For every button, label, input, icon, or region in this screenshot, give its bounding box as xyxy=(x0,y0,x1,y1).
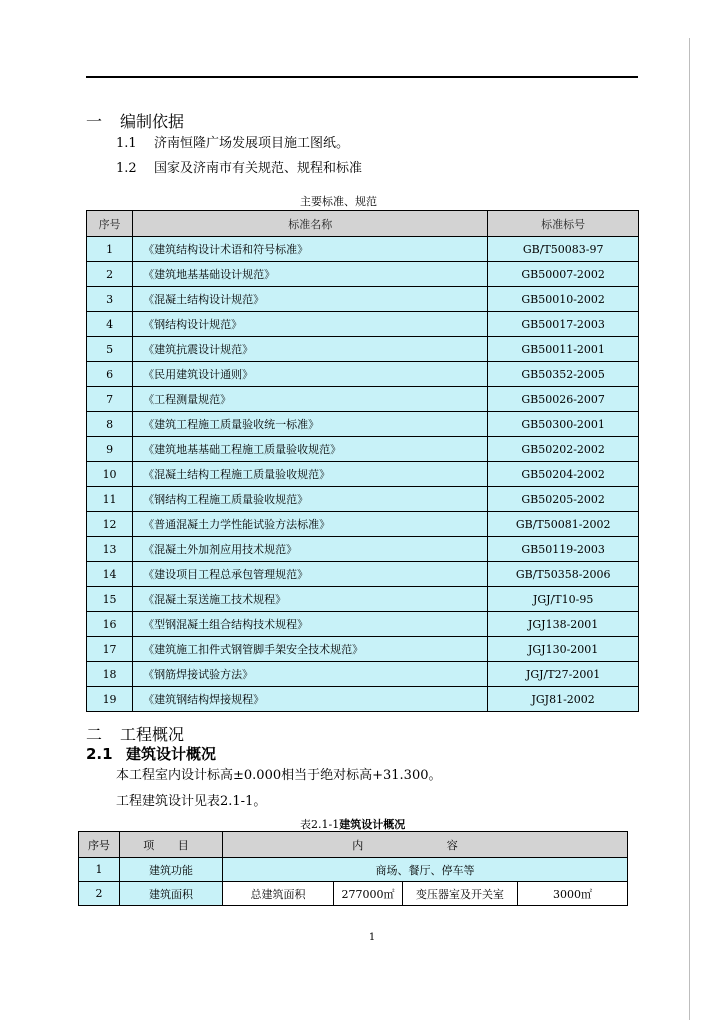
arch-header-no: 序号 xyxy=(79,832,120,858)
standards-table-row xyxy=(87,462,639,487)
section-2-1-number: 2.1 xyxy=(86,745,113,763)
row-name: 《建筑抗震设计规范》 xyxy=(133,337,488,362)
row-no: 15 xyxy=(87,587,133,612)
row-name: 《型钢混凝土组合结构技术规程》 xyxy=(133,612,488,637)
section-2-1-heading xyxy=(86,743,216,764)
row-code: JGJ138-2001 xyxy=(488,612,639,637)
row-code: JGJ/T10-95 xyxy=(488,587,639,612)
row-code: GB50204-2002 xyxy=(488,462,639,487)
row-code: GB50010-2002 xyxy=(488,287,639,312)
standards-table-row xyxy=(87,612,639,637)
section-2-1-title: 建筑设计概况 xyxy=(126,745,217,763)
standards-table-caption: 主要标准、规范 xyxy=(300,195,377,208)
row-code: GB/T50358-2006 xyxy=(488,562,639,587)
row-code: GB50119-2003 xyxy=(488,537,639,562)
arch-row-2-label-total: 总建筑面积 xyxy=(223,882,334,906)
row-name: 《建筑地基基础设计规范》 xyxy=(133,262,488,287)
standards-table-row xyxy=(87,587,639,612)
standards-table-row xyxy=(87,562,639,587)
standards-table-row xyxy=(87,662,639,687)
item-1-2 xyxy=(116,157,362,176)
row-name: 《工程测量规范》 xyxy=(133,387,488,412)
row-name: 《钢结构设计规范》 xyxy=(133,312,488,337)
row-no: 7 xyxy=(87,387,133,412)
item-1-1-number: 1.1 xyxy=(116,136,137,151)
row-no: 19 xyxy=(87,687,133,712)
standards-table-header xyxy=(87,211,639,237)
row-name: 《混凝土泵送施工技术规程》 xyxy=(133,587,488,612)
arch-row-2-no: 2 xyxy=(79,882,120,906)
row-code: GB50007-2002 xyxy=(488,262,639,287)
row-name: 《建筑钢结构焊接规程》 xyxy=(133,687,488,712)
row-code: GB50026-2007 xyxy=(488,387,639,412)
row-no: 11 xyxy=(87,487,133,512)
row-no: 16 xyxy=(87,612,133,637)
row-name: 《建筑地基基础工程施工质量验收规范》 xyxy=(133,437,488,462)
row-code: JGJ130-2001 xyxy=(488,637,639,662)
item-1-2-text: 国家及济南市有关规范、规程和标准 xyxy=(154,161,363,176)
row-no: 17 xyxy=(87,637,133,662)
arch-row-1-content: 商场、餐厅、停车等 xyxy=(223,858,628,882)
header-no: 序号 xyxy=(87,211,133,237)
row-name: 《混凝土外加剂应用技术规范》 xyxy=(133,537,488,562)
standards-table-row xyxy=(87,287,639,312)
arch-table-row-2 xyxy=(79,882,628,906)
row-name: 《建筑工程施工质量验收统一标准》 xyxy=(133,412,488,437)
section-1-title: 编制依据 xyxy=(120,112,185,131)
row-code: GB50300-2001 xyxy=(488,412,639,437)
arch-row-1-no: 1 xyxy=(79,858,120,882)
standards-table-row xyxy=(87,537,639,562)
row-code: JGJ/T27-2001 xyxy=(488,662,639,687)
row-code: JGJ81-2002 xyxy=(488,687,639,712)
row-name: 《混凝土结构设计规范》 xyxy=(133,287,488,312)
standards-table-row xyxy=(87,412,639,437)
row-code: GB/T50083-97 xyxy=(488,237,639,262)
row-name: 《混凝土结构工程施工质量验收规范》 xyxy=(133,462,488,487)
header-code: 标准标号 xyxy=(488,211,639,237)
row-no: 4 xyxy=(87,312,133,337)
standards-table-row xyxy=(87,437,639,462)
item-1-1 xyxy=(116,132,349,151)
arch-table-header xyxy=(79,832,628,858)
row-code: GB50205-2002 xyxy=(488,487,639,512)
arch-table-row-1 xyxy=(79,858,628,882)
paragraph-elevation: 本工程室内设计标高±0.000相当于绝对标高+31.300。 xyxy=(116,768,442,783)
row-name: 《钢结构工程施工质量验收规范》 xyxy=(133,487,488,512)
standards-table xyxy=(86,210,639,712)
row-name: 《建筑结构设计术语和符号标准》 xyxy=(133,237,488,262)
header-rule xyxy=(86,76,638,78)
standards-table-row xyxy=(87,237,639,262)
standards-table-row xyxy=(87,387,639,412)
arch-table-caption-prefix: 表2.1-1 xyxy=(300,818,340,831)
section-1-heading xyxy=(86,109,184,132)
row-no: 14 xyxy=(87,562,133,587)
row-code: GB50017-2003 xyxy=(488,312,639,337)
item-1-1-text: 济南恒隆广场发展项目施工图纸。 xyxy=(154,136,350,151)
row-name: 《钢筋焊接试验方法》 xyxy=(133,662,488,687)
standards-table-row xyxy=(87,512,639,537)
row-no: 1 xyxy=(87,237,133,262)
page-number: 1 xyxy=(368,932,376,943)
row-no: 5 xyxy=(87,337,133,362)
standards-table-row xyxy=(87,262,639,287)
row-no: 6 xyxy=(87,362,133,387)
row-no: 18 xyxy=(87,662,133,687)
arch-table-caption-title: 建筑设计概况 xyxy=(339,818,406,831)
row-name: 《建筑施工扣件式钢管脚手架安全技术规范》 xyxy=(133,637,488,662)
paragraph-table-ref: 工程建筑设计见表2.1-1。 xyxy=(116,794,267,809)
row-no: 10 xyxy=(87,462,133,487)
row-no: 13 xyxy=(87,537,133,562)
row-no: 3 xyxy=(87,287,133,312)
arch-row-2-item: 建筑面积 xyxy=(120,882,223,906)
standards-table-row xyxy=(87,487,639,512)
section-2-number: 二 xyxy=(86,725,103,744)
row-name: 《建设项目工程总承包管理规范》 xyxy=(133,562,488,587)
section-2-heading xyxy=(86,722,184,745)
arch-row-2-value-transformer: 3000㎡ xyxy=(518,882,628,906)
section-2-title: 工程概况 xyxy=(120,725,185,744)
row-no: 8 xyxy=(87,412,133,437)
row-code: GB50011-2001 xyxy=(488,337,639,362)
item-1-2-number: 1.2 xyxy=(116,161,137,176)
standards-table-row xyxy=(87,362,639,387)
arch-header-content: 内 容 xyxy=(223,832,628,858)
row-code: GB50352-2005 xyxy=(488,362,639,387)
row-name: 《民用建筑设计通则》 xyxy=(133,362,488,387)
row-no: 12 xyxy=(87,512,133,537)
arch-row-1-item: 建筑功能 xyxy=(120,858,223,882)
row-code: GB50202-2002 xyxy=(488,437,639,462)
arch-header-item: 项 目 xyxy=(120,832,223,858)
arch-table-caption xyxy=(300,816,405,832)
standards-table-row xyxy=(87,337,639,362)
arch-row-2-value-total: 277000㎡ xyxy=(334,882,403,906)
header-name: 标准名称 xyxy=(133,211,488,237)
section-1-number: 一 xyxy=(86,112,103,131)
standards-table-row xyxy=(87,312,639,337)
arch-design-table xyxy=(78,831,628,906)
arch-row-2-label-transformer: 变压器室及开关室 xyxy=(403,882,518,906)
standards-table-row xyxy=(87,637,639,662)
page-edge-line xyxy=(689,38,690,1020)
row-no: 2 xyxy=(87,262,133,287)
row-code: GB/T50081-2002 xyxy=(488,512,639,537)
row-no: 9 xyxy=(87,437,133,462)
row-name: 《普通混凝土力学性能试验方法标准》 xyxy=(133,512,488,537)
standards-table-row xyxy=(87,687,639,712)
